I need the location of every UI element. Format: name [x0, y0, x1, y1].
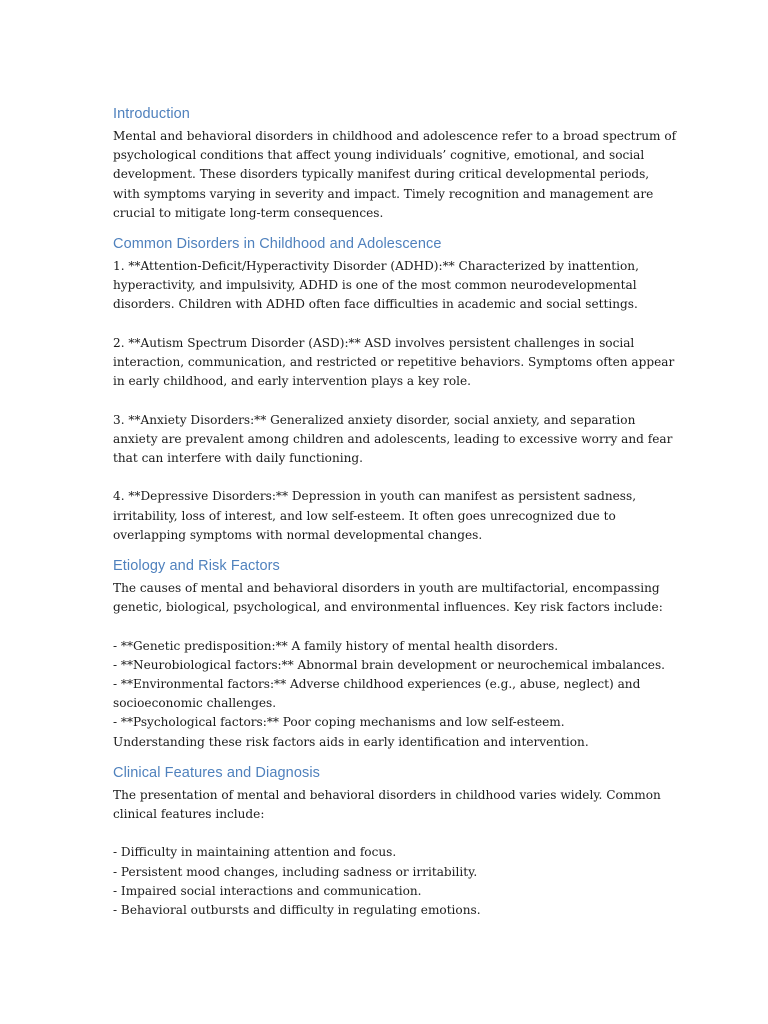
text-line: - **Psychological factors:** Poor coping mechanisms and low self-esteem.	[113, 715, 565, 730]
text-line: - Behavioral outbursts and difficulty in regulating emotions.	[113, 903, 481, 918]
text-line: in early childhood, and early intervention plays a key role.	[113, 374, 472, 389]
paragraph-spacer	[113, 617, 663, 636]
section-heading: Common Disorders in Childhood and Adolescence	[113, 236, 442, 253]
paragraph	[113, 637, 663, 752]
text-line: - Impaired social interactions and communication.	[113, 883, 422, 898]
paragraph-spacer	[113, 468, 663, 487]
paragraph	[113, 487, 663, 545]
text-line: that can interfere with daily functioning.	[113, 451, 363, 466]
paragraph	[113, 411, 673, 469]
section	[113, 234, 675, 545]
text-line: 3. **Anxiety Disorders:** Generalized anxiety disorder, social anxiety, and separation	[113, 412, 636, 427]
text-line: disorders. Children with ADHD often face difficulties in academic and social settings.	[113, 297, 638, 312]
text-line: genetic, biological, psychological, and environmental influences. Key risk factors include:	[113, 600, 663, 615]
paragraph	[113, 257, 663, 315]
text-line: clinical features include:	[113, 807, 265, 822]
text-line: with symptoms varying in severity and impact. Timely recognition and management are	[113, 186, 654, 201]
document-page	[113, 104, 677, 931]
text-line: irritability, loss of interest, and low self-esteem. It often goes unrecognized due to	[113, 508, 616, 523]
paragraph	[113, 843, 663, 920]
text-line: - **Neurobiological factors:** Abnormal brain development or neurochemical imbalances.	[113, 657, 665, 672]
paragraph	[113, 127, 677, 223]
text-line: 1. **Attention-Deficit/Hyperactivity Disorder (ADHD):** Characterized by inattention,	[113, 259, 639, 274]
text-line: Mental and behavioral disorders in childhood and adolescence refer to a broad spectrum of	[113, 129, 677, 143]
text-line: The causes of mental and behavioral disorders in youth are multifactorial, encompassing	[113, 581, 660, 596]
text-line: crucial to mitigate long-term consequences.	[113, 205, 384, 220]
text-line: anxiety are prevalent among children and adolescents, leading to excessive worry and fear	[113, 431, 673, 446]
text-line: psychological conditions that affect young individuals’ cognitive, emotional, and social	[113, 148, 645, 163]
text-line: Understanding these risk factors aids in early identification and intervention.	[113, 734, 589, 749]
section-heading: Etiology and Risk Factors	[113, 558, 280, 575]
text-line: overlapping symptoms with normal developmental changes.	[113, 527, 483, 542]
text-line: hyperactivity, and impulsivity, ADHD is one of the most common neurodevelopmental	[113, 278, 637, 293]
section	[113, 104, 677, 223]
paragraph	[113, 334, 675, 392]
section	[113, 556, 663, 752]
section	[113, 763, 663, 920]
text-line: - **Environmental factors:** Adverse childhood experiences (e.g., abuse, neglect) and	[113, 677, 641, 692]
text-line: development. These disorders typically manifest during critical developmental periods,	[113, 167, 650, 182]
text-line: socioeconomic challenges.	[113, 696, 277, 711]
section-heading: Clinical Features and Diagnosis	[113, 764, 321, 781]
paragraph-spacer	[113, 315, 663, 334]
text-line: - Difficulty in maintaining attention and focus.	[113, 845, 397, 860]
text-line: 4. **Depressive Disorders:** Depression in youth can manifest as persistent sadness,	[113, 489, 637, 504]
section-heading: Introduction	[113, 106, 190, 122]
text-line: 2. **Autism Spectrum Disorder (ASD):** ASD involves persistent challenges in social	[113, 335, 635, 350]
text-line: - **Genetic predisposition:** A family history of mental health disorders.	[113, 638, 559, 653]
text-line: The presentation of mental and behavioral disorders in childhood varies widely. Common	[113, 787, 661, 802]
text-line: interaction, communication, and restricted or repetitive behaviors. Symptoms often appear	[113, 355, 675, 370]
paragraph-spacer	[113, 824, 663, 843]
paragraph	[113, 786, 663, 824]
paragraph-spacer	[113, 391, 663, 410]
paragraph	[113, 579, 663, 617]
text-line: - Persistent mood changes, including sadness or irritability.	[113, 864, 478, 879]
